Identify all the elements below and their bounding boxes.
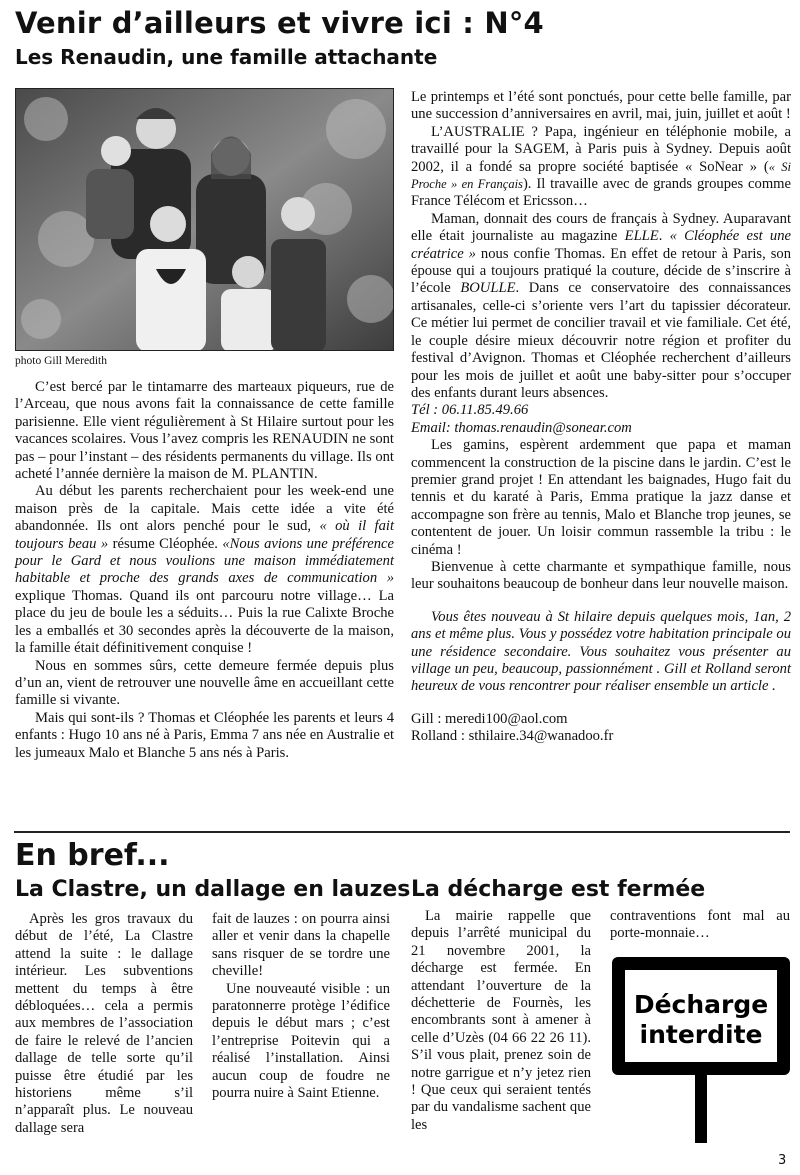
sign-line-1: Décharge <box>633 990 769 1019</box>
article-paragraph: Au début les parents recherchaient pour les week-end une maison près de la capitale. Mais cette idée a vite été abandonnée. Ils ont alors penché pour le sud, « où il fait toujours beau » résume Cléophée. «Nous avions une préférence pour le Gard et nous voulions une maison immédiatement habitable et proche des grands axes de communication » explique Thomas. Quand ils ont parcouru notre village… La place du jeu de boule les a séduits… Puis la rue Calixte Broche les a emballés et 30 secondes après la découverte de la maison, la famille était définitivement conquise ! <box>15 483 395 657</box>
decharge-paragraph: La mairie rappelle que depuis l’arrêté municipal du 21 novembre 2001, la décharge est fermée. En attendant l’ouverture de la déchetterie de Fournès, les encombrants sont à amener à celle d’Uzès (04 66 22 26 11). S’il vous plait, prenez soin de notre garrigue et n’y jetez rien ! Que ceux qui seraient tentés par du vandalisme sachent que les <box>411 908 591 1133</box>
article-paragraph: Les gamins, espèrent ardemment que papa et maman commencent la construction de la piscine dans le jardin. C’est le premier grand projet ! En attendant les baignades, Hugo fait du tennis et du karaté à Paris, Emma pratique la jazz danse et accompagne son frère au tennis, Malo et Blanche trop jeunes, se contentent de jouer. Un loisir commun rassemble la tribu : le cinéma ! <box>411 437 791 558</box>
section-title-en-bref: En bref... <box>15 838 170 873</box>
decharge-column-2 <box>610 908 790 943</box>
invitation-paragraph: Vous êtes nouveau à St hilaire depuis quelques mois, 1an, 2 ans et même plus. Vous y possédez votre habitation principale ou une résidence secondaire. Vous souhaitez vous présenter au village un peu, beaucoup, passionnément . Gill et Rolland seront heureux de vous rencontrer pour réaliser ensemble un article . <box>411 608 791 695</box>
sign-line-2: interdite <box>639 1020 763 1049</box>
article-subtitle: Les Renaudin, une famille attachante <box>15 45 438 69</box>
decharge-column-1 <box>411 908 591 1134</box>
article-column-left <box>15 379 394 762</box>
family-photo-image <box>16 89 394 351</box>
article-paragraph: Mais qui sont-ils ? Thomas et Cléophée les parents et leurs 4 enfants : Hugo 10 ans né à Paris, Emma 7 ans née en Australie et les jumeaux Malo et Blanche 5 ans nés à Paris. <box>15 709 394 761</box>
page-title: Venir d’ailleurs et vivre ici : N°4 <box>15 6 544 40</box>
article-column-right <box>411 89 791 746</box>
clastre-column-1 <box>15 911 193 1137</box>
article-paragraph: Bienvenue à cette charmante et sympathique famille, nous leur souhaitons beaucoup de bonheur dans leur nouvelle maison. <box>411 558 791 593</box>
article-paragraph: Maman, donnait des cours de français à Sydney. Auparavant elle était journaliste au magazine ELLE. « Cléophée est une créatrice » nous confie Thomas. En effet de retour à Paris, son épouse qui a toujours pratiqué la couture, décide de s’inscrire à l’école BOULLE. Dans ce conservatoire des connaissances artisanales, celle-ci s’oriente vers l’art du tapissier décorateur. Ce métier lui permet de concilier travail et vie familiale. Cet été, le couple désire mieux découvrir notre région et profiter du festival d’Avignon. Thomas et Cléophée recherchent d’ailleurs pour les mois de juillet et août une baby-sitter pour s’occuper des enfants durant leurs absences. <box>411 210 792 401</box>
contact-gill: Gill : meredi100@aol.com <box>411 710 568 727</box>
clastre-paragraph: Après les gros travaux du début de l’été, La Clastre attend la suite : le dallage intérieur. Les subventions mettent du temps à être débloquées… cela a permis aux membres de l’association de faire le relevé de l’ancien dallage de telle sorte qu’il puisse être étudié par les historiens même s’il n’apparaît plus. Le nouveau dallage sera <box>15 911 193 1136</box>
spacer <box>411 594 791 609</box>
photo-credit: photo Gill Meredith <box>15 355 107 367</box>
clastre-column-2 <box>212 911 390 1102</box>
page-number: 3 <box>778 1153 787 1168</box>
contact-email: Email: thomas.renaudin@sonear.com <box>411 419 632 436</box>
article-paragraph: C’est bercé par le tintamarre des marteaux piqueurs, rue de l’Arceau, que nous avons fait la connaissance de cette famille parisienne. Elle vient régulièrement à St Hilaire surtout pour les vacances scolaires. Vous l’avez compris les RENAUDIN ne sont pas – pour l’instant – des résidents permanents du village. Ils ont acheté l’année dernière la maison de M. PLANTIN. <box>15 379 394 483</box>
article-paragraph: Le printemps et l’été sont ponctués, pour cette belle famille, par une succession d’anniversaires en avril, mai, juin, juillet et août ! <box>411 89 791 123</box>
clastre-heading: La Clastre, un dallage en lauzes <box>15 877 411 902</box>
contact-phone: Tél : 06.11.85.49.66 <box>411 402 529 419</box>
decharge-paragraph: contraventions font mal au porte-monnaie… <box>610 908 790 942</box>
article-paragraph: L’AUSTRALIE ? Papa, ingénieur en téléphonie mobile, a travaillé pour la SAGEM, à Paris puis à Sydney. Depuis août 2002, il a fondé sa propre société baptisée « SoNear » (« Si Proche » en Français). Il travaille avec de grands groupes comme France Télécom et Ericsson… <box>411 123 791 210</box>
article-paragraph: Nous en sommes sûrs, cette demeure fermée depuis plus d’un an, vient de retrouver une nouvelle âme en accueillant cette famille si vivante. <box>15 657 394 709</box>
spacer <box>411 696 791 711</box>
contact-rolland: Rolland : sthilaire.34@wanadoo.fr <box>411 728 614 745</box>
decharge-heading: La décharge est fermée <box>411 877 706 902</box>
section-divider <box>14 831 790 833</box>
clastre-paragraph: Une nouveauté visible : un paratonnerre protège l’édifice depuis le début mars ; c’est l’entreprise Poitevin qui a réalisé l’installation. Ainsi aucun coup de foudre ne pourra nuire à Saint Etienne. <box>212 980 390 1102</box>
family-photo <box>15 88 394 351</box>
clastre-paragraph: fait de lauzes : on pourra ainsi aller et venir dans la chapelle sans risquer de se tordre une cheville! <box>212 911 390 980</box>
decharge-interdite-sign <box>612 957 790 1143</box>
